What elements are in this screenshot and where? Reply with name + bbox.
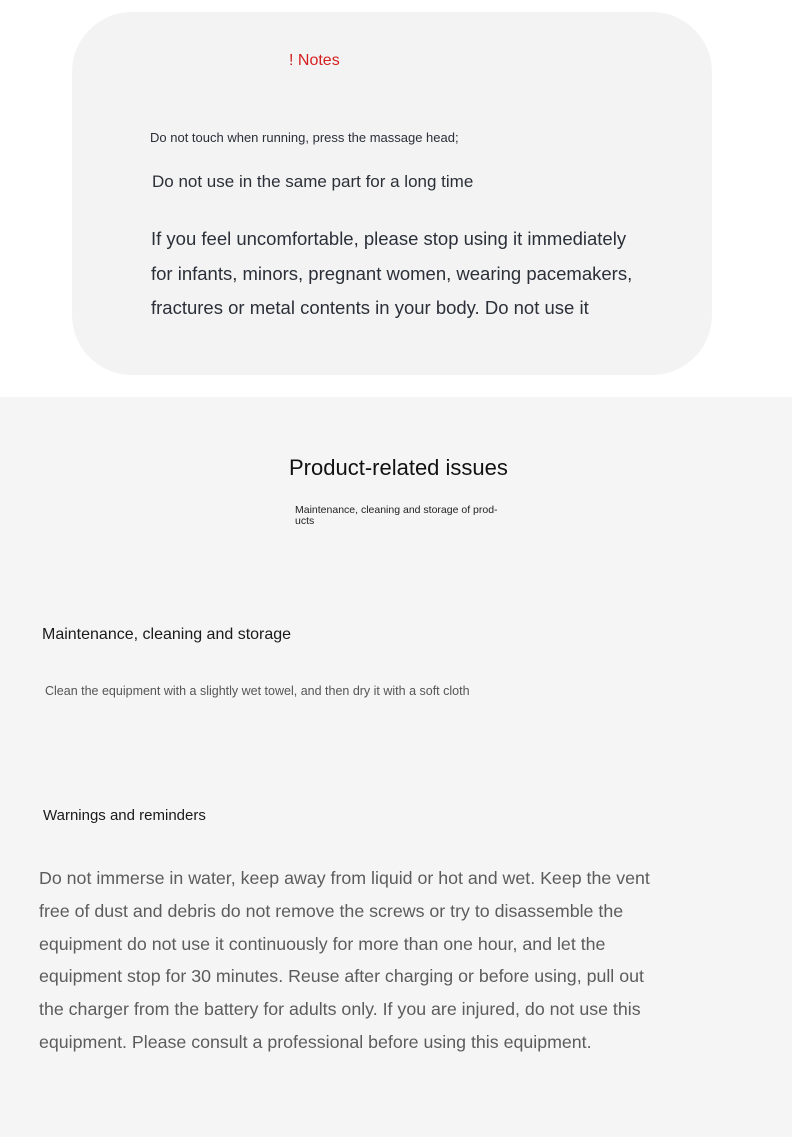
- note-item-uncomfortable: If you feel uncomfortable, please stop using it immediately for infants, minors, pregnant women, wearing pacemakers, fractures or metal contents in your body. Do not use it: [151, 228, 633, 318]
- product-issues-subtitle: Maintenance, cleaning and storage of prod- ucts: [295, 504, 498, 527]
- product-issues-title: Product-related issues: [289, 455, 508, 480]
- warnings-text: Do not immerse in water, keep away from liquid or hot and wet. Keep the vent free of dust and debris do not remove the screws or try to disassemble the equipment do not use it continuously for more than one hour, and let the equipment stop for 30 minutes. Reuse after charging or before using, pull out the charger from the battery for adults only. If you are injured, do not use this equipment. Please consult a professional before using this equipment.: [39, 868, 650, 1052]
- maintenance-text: Clean the equipment with a slightly wet towel, and then dry it with a soft cloth: [45, 684, 470, 698]
- maintenance-heading: Maintenance, cleaning and storage: [42, 626, 292, 643]
- notes-title: ! Notes: [289, 52, 340, 69]
- note-item-touch: Do not touch when running, press the massage head;: [150, 130, 459, 145]
- warnings-heading: Warnings and reminders: [43, 807, 206, 824]
- note-item-same-part: Do not use in the same part for a long time: [152, 172, 474, 191]
